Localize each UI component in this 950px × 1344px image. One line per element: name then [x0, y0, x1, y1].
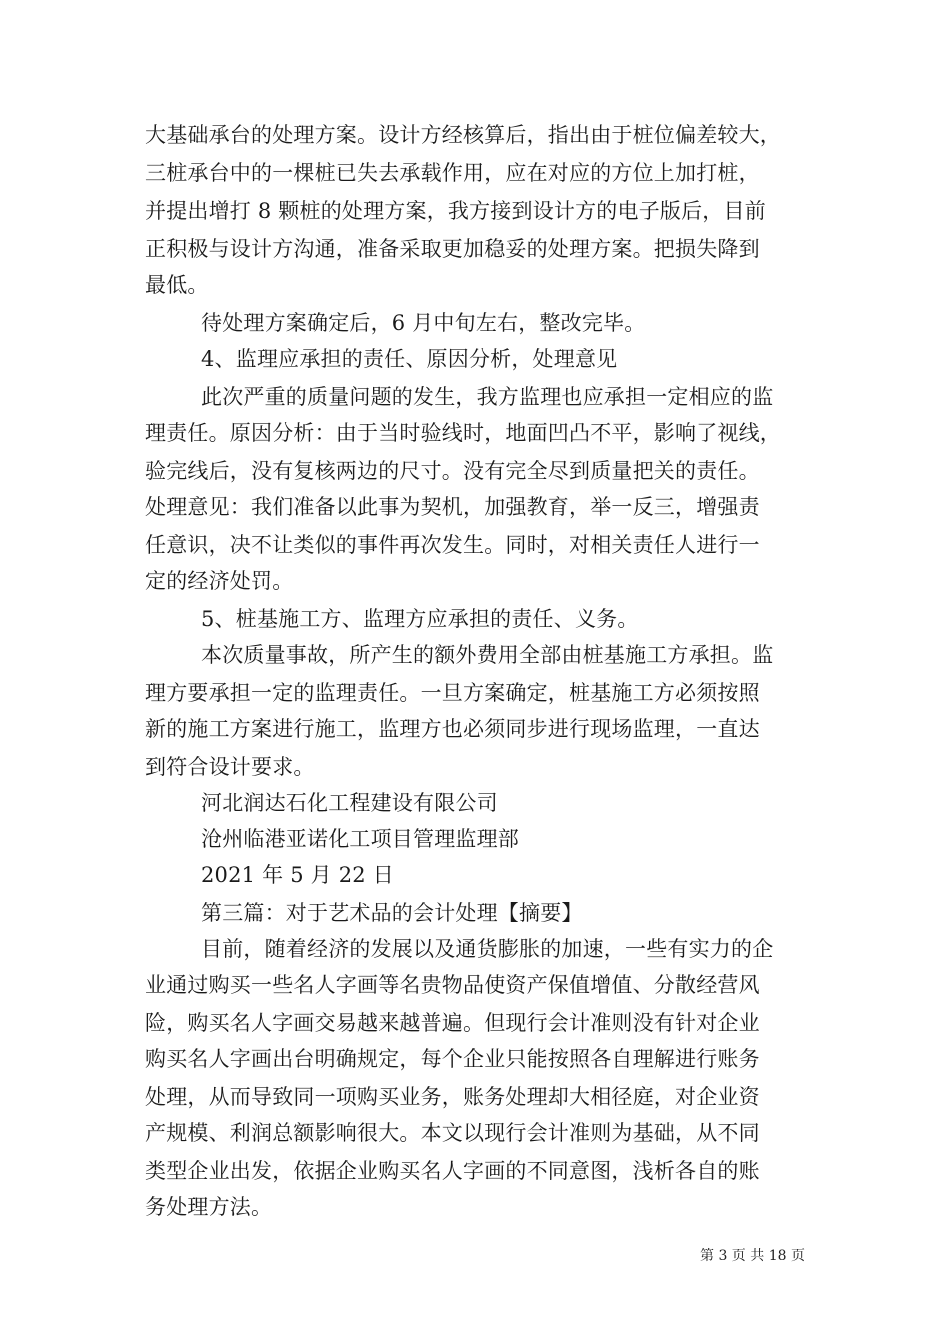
text-line: 目前，随着经济的发展以及通货膨胀的加速，一些有实力的企: [201, 937, 774, 961]
text-line: 定的经济处罚。: [145, 569, 294, 593]
text-line: 本次质量事故，所产生的额外费用全部由桩基施工方承担。监: [201, 643, 774, 667]
text-line: 业通过购买一些名人字画等名贵物品使资产保值增值、分散经营风: [145, 973, 760, 997]
text-line: 理方要承担一定的监理责任。一旦方案确定，桩基施工方必须按照: [145, 681, 760, 705]
company-name: 河北润达石化工程建设有限公司: [201, 791, 498, 815]
text-line: 三桩承台中的一棵桩已失去承载作用，应在对应的方位上加打桩，: [145, 161, 760, 185]
text-line: 最低。: [145, 273, 209, 297]
text-line: 购买名人字画出台明确规定，每个企业只能按照各自理解进行账务: [145, 1047, 760, 1071]
text-line: 新的施工方案进行施工，监理方也必须同步进行现场监理，一直达: [145, 717, 760, 741]
text-line: 类型企业出发，依据企业购买名人字画的不同意图，浅析各自的账: [145, 1159, 760, 1183]
page-number: 第 3 页 共 18 页: [700, 1248, 805, 1264]
text-line: 务处理方法。: [145, 1195, 273, 1219]
section-heading: 5、桩基施工方、监理方应承担的责任、义务。: [201, 607, 639, 631]
text-line: 到符合设计要求。: [145, 755, 315, 779]
text-line: 任意识，决不让类似的事件再次发生。同时，对相关责任人进行一: [145, 533, 760, 557]
text-line: 险，购买名人字画交易越来越普遍。但现行会计准则没有针对企业: [145, 1011, 760, 1035]
text-line: 并提出增打 8 颗桩的处理方案，我方接到设计方的电子版后，目前: [145, 199, 766, 223]
text-line: 处理意见：我们准备以此事为契机，加强教育，举一反三，增强责: [145, 495, 760, 519]
text-line: 处理，从而导致同一项购买业务，账务处理却大相径庭，对企业资: [145, 1085, 760, 1109]
text-line: 大基础承台的处理方案。设计方经核算后，指出由于桩位偏差较大，: [145, 123, 781, 147]
article-title: 第三篇：对于艺术品的会计处理【摘要】: [201, 901, 583, 925]
signature-date: 2021 年 5 月 22 日: [201, 863, 394, 887]
text-line: 此次严重的质量问题的发生，我方监理也应承担一定相应的监: [201, 385, 774, 409]
text-line: 待处理方案确定后，6 月中旬左右，整改完毕。: [201, 311, 646, 335]
text-line: 理责任。原因分析：由于当时验线时，地面凹凸不平，影响了视线，: [145, 421, 781, 445]
text-line: 产规模、利润总额影响很大。本文以现行会计准则为基础，从不同: [145, 1121, 760, 1145]
text-line: 验完线后，没有复核两边的尺寸。没有完全尽到质量把关的责任。: [145, 459, 760, 483]
section-heading: 4、监理应承担的责任、原因分析，处理意见: [201, 347, 618, 371]
text-line: 正积极与设计方沟通，准备采取更加稳妥的处理方案。把损失降到: [145, 237, 760, 261]
department-name: 沧州临港亚诺化工项目管理监理部: [201, 827, 519, 851]
